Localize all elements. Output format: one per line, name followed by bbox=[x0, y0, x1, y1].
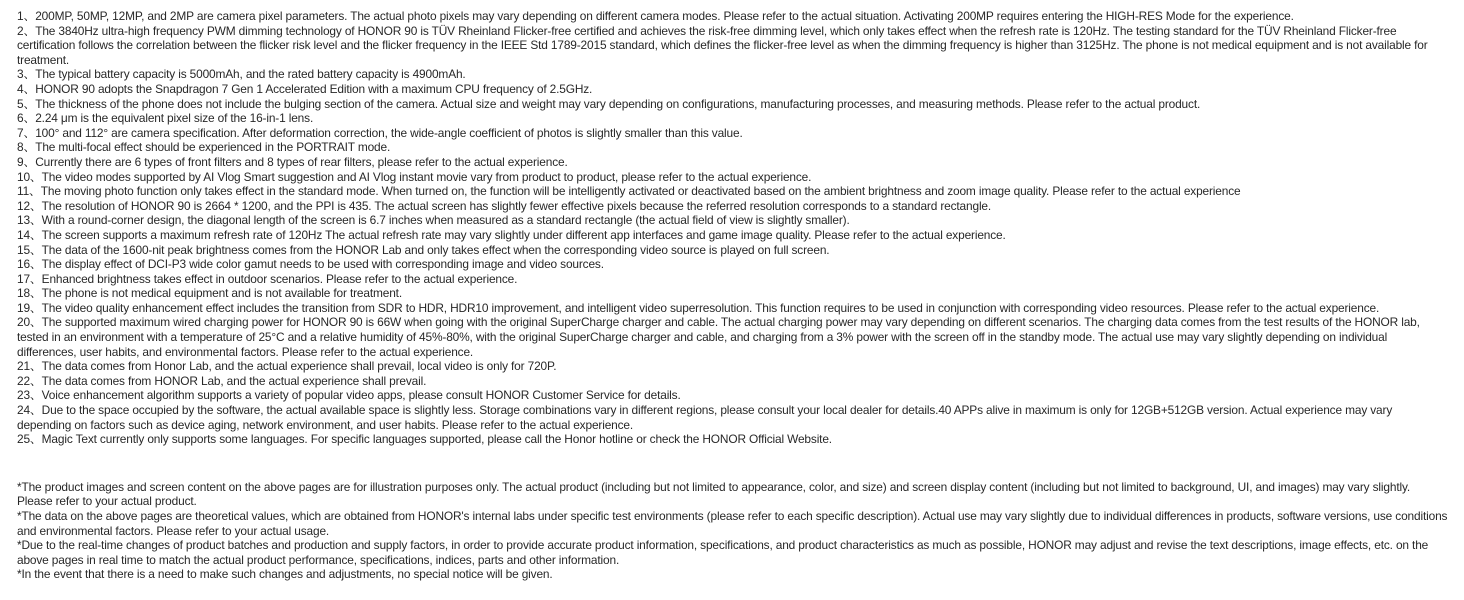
footnote-item-19: 19、The video quality enhancement effect includes the transition from SDR to HDR, HDR10 improvement, and intelligent video superresolution. This function requires to be used in conjunction with corresponding video resources. Please refer to the actual experience. bbox=[17, 300, 1380, 315]
footnote-item-3: 3、The typical battery capacity is 5000mAh, and the rated battery capacity is 4900mAh. bbox=[17, 67, 466, 82]
footnote-item-10: 10、The video modes supported by AI Vlog Smart suggestion and AI Vlog instant movie vary from product to product, please refer to the actual experience. bbox=[17, 169, 812, 184]
footnote-item-7: 7、100° and 112° are camera specification. After deformation correction, the wide-angle coefficient of photos is slightly smaller than this value. bbox=[17, 125, 743, 140]
footnote-item-6: 6、2.24 μm is the equivalent pixel size of the 16-in-1 lens. bbox=[17, 111, 314, 126]
footnote-item-20: 20、The supported maximum wired charging power for HONOR 90 is 66W when going with the original SuperCharge charger and cable. The actual charging power may vary depending on different scenarios. The charging data comes from the test results of the HONOR lab, tested in an environment with a temperature of 25°C and a relative humidity of 45%-80%, with the original SuperCharge charger and cable, and charging from a 3% power with the screen off in the standby mode. The actual use may vary slightly depending on individual differences, user habits, and environmental factors. Please refer to the actual experience. bbox=[17, 315, 1420, 359]
footnote-item-18: 18、The phone is not medical equipment and is not available for treatment. bbox=[17, 286, 402, 301]
footnote-item-13: 13、With a round-corner design, the diagonal length of the screen is 6.7 inches when measured as a standard rectangle (the actual field of view is slightly smaller). bbox=[17, 213, 850, 228]
disclaimer-item-4: *In the event that there is a need to make such changes and adjustments, no special notice will be given. bbox=[17, 567, 553, 582]
disclaimer-item-3: *Due to the real-time changes of product batches and production and supply factors, in order to provide accurate product information, specifications, and product characteristics as much as possible, HONOR may adjust and revise the text descriptions, image effects, etc. on the above pages in real time to match the actual product performance, specifications, indices, parts and other information. bbox=[17, 538, 1429, 567]
footnote-item-1: 1、200MP, 50MP, 12MP, and 2MP are camera pixel parameters. The actual photo pixels may vary depending on different camera modes. Please refer to the actual situation. Activating 200MP requires entering the HIGH-RES Mode for the experience. bbox=[17, 9, 1294, 23]
numbered-footnotes-section bbox=[17, 9, 1448, 447]
disclaimer-item-1: *The product images and screen content on the above pages are for illustration purposes only. The actual product (including but not limited to appearance, color, and size) and screen display content (including but not limited to background, UI, and images) may vary slightly. Please refer to your actual product. bbox=[17, 479, 1411, 509]
footnote-item-12: 12、The resolution of HONOR 90 is 2664 * 1200, and the PPI is 435. The actual screen has slightly fewer effective pixels because the referred resolution corresponds to a standard rectangle. bbox=[17, 198, 992, 213]
footnote-item-4: 4、HONOR 90 adopts the Snapdragon 7 Gen 1 Accelerated Edition with a maximum CPU frequency of 2.5GHz. bbox=[17, 81, 593, 96]
footnote-item-16: 16、The display effect of DCI-P3 wide color gamut needs to be used with corresponding image and video sources. bbox=[17, 257, 604, 272]
disclaimer-item-2: *The data on the above pages are theoretical values, which are obtained from HONOR's internal labs under specific test environments (please refer to each specific description). Actual use may vary slightly due to individual differences in products, software versions, use conditions and environmental factors. Please refer to your actual usage. bbox=[17, 509, 1448, 538]
footnote-item-23: 23、Voice enhancement algorithm supports a variety of popular video apps, please consult HONOR Customer Service for details. bbox=[17, 388, 681, 403]
footnote-item-21: 21、The data comes from Honor Lab, and the actual experience shall prevail, local video is only for 720P. bbox=[17, 359, 557, 374]
footnote-item-17: 17、Enhanced brightness takes effect in outdoor scenarios. Please refer to the actual experience. bbox=[17, 271, 518, 286]
footnote-item-8: 8、The multi-focal effect should be experienced in the PORTRAIT mode. bbox=[17, 140, 391, 155]
footnote-item-25: 25、Magic Text currently only supports some languages. For specific languages supported, please call the Honor hotline or check the HONOR Official Website. bbox=[17, 432, 832, 447]
footnote-item-11: 11、The moving photo function only takes effect in the standard mode. When turned on, the function will be intelligently activated or deactivated based on the ambient brightness and zoom image quality. Please refer to the actual experience bbox=[17, 184, 1241, 199]
footnote-item-24: 24、Due to the space occupied by the software, the actual available space is slightly less. Storage combinations vary in different regions, please consult your local dealer for details.40 APPs alive in maximum is only for 12GB+512GB version. Actual experience may vary depending on factors such as device aging, network environment, and user habits. Please refer to the actual experience. bbox=[17, 403, 1393, 432]
footnote-item-5: 5、The thickness of the phone does not include the bulging section of the camera. Actual size and weight may vary depending on configurations, manufacturing processes, and measuring methods. Please refer to the actual product. bbox=[17, 96, 1201, 111]
footnote-item-15: 15、The data of the 1600-nit peak brightness comes from the HONOR Lab and only takes effect when the corresponding video source is played on full screen. bbox=[17, 242, 830, 257]
legal-disclaimers-section bbox=[17, 480, 1448, 582]
footnote-item-9: 9、Currently there are 6 types of front filters and 8 types of rear filters, please refer to the actual experience. bbox=[17, 154, 568, 169]
footnote-item-14: 14、The screen supports a maximum refresh rate of 120Hz The actual refresh rate may vary slightly under different app interfaces and game image quality. Please refer to the actual experience. bbox=[17, 227, 1006, 242]
footnote-item-2: 2、The 3840Hz ultra-high frequency PWM dimming technology of HONOR 90 is TÜV Rheinland Flicker-free certified and achieves the risk-free dimming level, which only takes effect when the refresh rate is 120Hz. The testing standard for the TÜV Rheinland Flicker-free certification follows the correlation between the flicker risk level and the flicker frequency in the IEEE Std 1789-2015 standard, which defines the flicker-free level as when the dimming frequency is higher than 3125Hz. The phone is not medical equipment and is not available for treatment. bbox=[17, 23, 1428, 67]
footnote-item-22: 22、The data comes from HONOR Lab, and the actual experience shall prevail. bbox=[17, 373, 427, 388]
